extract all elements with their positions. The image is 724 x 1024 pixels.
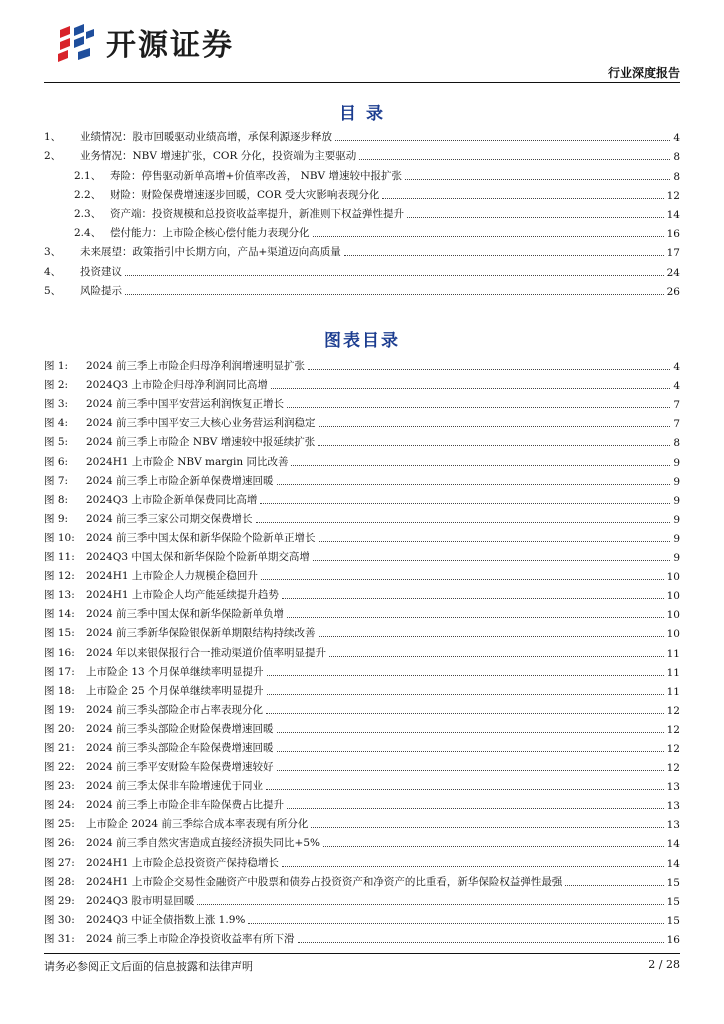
entry-number: 图 30: [44,913,75,926]
dot-leader [298,942,664,943]
toc-entry[interactable] [44,279,680,298]
entry-page-number: 26 [666,285,680,298]
dot-leader [282,598,664,599]
footer-divider [44,953,680,954]
toc-entry[interactable] [44,183,680,202]
entry-title: 2024 前三季平安财险车险保费增速较好 [86,761,274,774]
entry-number: 图 10: [44,531,75,544]
entry-title: 财险：财险保费增速逐步回暖，COR 受大灾影响表现分化 [110,188,380,201]
figure-entry[interactable] [44,488,680,507]
entry-page-number: 9 [673,513,680,526]
figure-entry[interactable] [44,870,680,889]
figure-entry[interactable] [44,373,680,392]
entry-title: 2024 前三季头部险企财险保费增速回暖 [86,722,274,735]
entry-page-number: 16 [666,228,680,241]
entry-title: 未来展望：政策指引中长期方向，产品+渠道迈向高质量 [80,246,341,259]
entry-number: 1、 [44,131,62,144]
entry-page-number: 10 [666,590,680,603]
entry-title: 业绩情况：股市回暖驱动业绩高增，承保利源逐步释放 [80,131,332,144]
page-header [0,0,724,84]
figure-entry[interactable] [44,793,680,812]
entry-number: 图 19: [44,703,75,716]
entry-title: 2024H1 上市险企人均产能延续提升趋势 [86,589,279,602]
entry-title: 2024 前三季自然灾害造成直接经济损失同比+5% [86,837,321,850]
entry-number: 图 2: [44,379,69,392]
figure-entry[interactable] [44,755,680,774]
dot-leader [311,827,663,828]
entry-title: 2024 前三季上市险企 NBV 增速较中报延续扩张 [86,436,316,449]
dot-leader [329,656,664,657]
figure-entry[interactable] [44,889,680,908]
entry-title: 2024 前三季中国太保和新华保险新单负增 [86,608,285,621]
entry-number: 图 27: [44,856,75,869]
entry-number: 图 28: [44,875,75,888]
dot-leader [287,407,670,408]
dot-leader [261,579,664,580]
figure-entry[interactable] [44,430,680,449]
dot-leader [266,789,664,790]
dot-leader [308,369,670,370]
figure-entry[interactable] [44,469,680,488]
entry-page-number: 8 [673,170,680,183]
dot-leader [248,923,663,924]
entry-title: 2024Q3 上市险企归母净利润同比高增 [86,379,268,392]
dot-leader [267,694,664,695]
entry-title: 2024 前三季头部险企车险保费增速回暖 [86,741,274,754]
entry-page-number: 24 [666,266,680,279]
dot-leader [277,732,664,733]
entry-title: 2024 前三季太保非车险增速优于同业 [86,780,264,793]
page-number: 2 / 28 [648,958,680,971]
entry-number: 图 16: [44,646,75,659]
entry-title: 2024 前三季上市险企归母净利润增速明显扩张 [86,360,306,373]
entry-number: 图 22: [44,761,75,774]
figure-entry[interactable] [44,621,680,640]
entry-page-number: 12 [666,704,680,717]
entry-page-number: 12 [666,189,680,202]
entry-page-number: 9 [673,552,680,565]
entry-title: 2024 前三季头部险企市占率表现分化 [86,703,264,716]
dot-leader [277,770,664,771]
figure-list-title: 图表目录 [324,331,400,351]
dot-leader [319,541,671,542]
toc-entry[interactable] [44,125,680,144]
entry-title: 2024 前三季上市险企净投资收益率有所下滑 [86,932,295,945]
entry-page-number: 4 [673,380,680,393]
entry-number: 图 3: [44,398,69,411]
entry-title: 2024Q3 上市险企新单保费同比高增 [86,493,258,506]
entry-page-number: 13 [666,819,680,832]
entry-number: 2.4、 [74,227,102,240]
entry-title: 寿险：停售驱动新单高增+价值率改善， NBV 增速较中报扩张 [110,169,402,182]
entry-page-number: 17 [666,247,680,260]
entry-number: 图 6: [44,455,69,468]
figure-entry[interactable] [44,602,680,621]
dot-leader [277,751,664,752]
entry-title: 上市险企 2024 前三季综合成本率表现有所分化 [86,818,309,831]
figure-entry[interactable] [44,507,680,526]
table-of-contents [44,125,680,298]
entry-title: 上市险企 13 个月保单继续率明显提升 [86,665,264,678]
footer-disclaimer: 请务必参阅正文后面的信息披露和法律声明 [44,960,253,973]
figure-list [44,354,680,946]
entry-number: 图 21: [44,741,75,754]
entry-page-number: 4 [673,361,680,374]
dot-leader [382,198,663,199]
entry-number: 2.2、 [74,188,102,201]
entry-page-number: 14 [666,208,680,221]
dot-leader [256,522,671,523]
figure-entry[interactable] [44,640,680,659]
figure-entry[interactable] [44,411,680,430]
figure-entry[interactable] [44,698,680,717]
entry-page-number: 9 [673,494,680,507]
entry-number: 图 4: [44,417,69,430]
entry-page-number: 15 [666,914,680,927]
dot-leader [271,388,670,389]
dot-leader [313,560,670,561]
entry-title: 2024Q3 中国太保和新华保险个险新单期交高增 [86,551,310,564]
entry-title: 2024H1 上市险企 NBV margin 同比改善 [86,455,289,468]
entry-number: 图 5: [44,436,69,449]
dot-leader [266,713,664,714]
entry-page-number: 10 [666,628,680,641]
entry-title: 2024 前三季上市险企非车险保费占比提升 [86,799,285,812]
entry-title: 2024Q3 股市明显回暖 [86,894,195,907]
dot-leader [359,159,670,160]
figure-entry[interactable] [44,583,680,602]
entry-title: 投资建议 [80,265,122,278]
entry-page-number: 7 [673,418,680,431]
report-type-label: 行业深度报告 [607,66,680,80]
dot-leader [407,217,664,218]
entry-number: 图 20: [44,722,75,735]
entry-number: 图 9: [44,512,69,525]
dot-leader [318,445,670,446]
entry-page-number: 13 [666,781,680,794]
header-divider [44,82,680,83]
dot-leader [282,866,664,867]
entry-page-number: 11 [666,666,680,679]
entry-title: 2024Q3 中证全债指数上涨 1.9% [86,913,246,926]
company-logo [56,22,234,62]
dot-leader [125,294,664,295]
entry-page-number: 10 [666,571,680,584]
figure-entry[interactable] [44,679,680,698]
figure-entry[interactable] [44,392,680,411]
logo-text: 开源证券 [106,28,234,63]
entry-number: 图 29: [44,894,75,907]
dot-leader [277,484,671,485]
dot-leader [323,846,664,847]
entry-number: 5、 [44,284,62,297]
entry-number: 图 31: [44,932,75,945]
entry-number: 4、 [44,265,62,278]
dot-leader [344,255,664,256]
entry-title: 2024H1 上市险企交易性金融资产中股票和债券占投资资产和净资产的比重看，新华保险权益弹性最强 [86,875,563,888]
entry-title: 2024 前三季中国平安三大核心业务营运利润稳定 [86,417,316,430]
entry-title: 2024 前三季新华保险银保新单期限结构持续改善 [86,627,316,640]
dot-leader [335,140,670,141]
entry-number: 图 11: [44,551,75,564]
dot-leader [291,465,670,466]
toc-entry[interactable] [44,259,680,278]
kaiyuan-logo-icon [56,22,96,62]
figure-entry[interactable] [44,736,680,755]
toc-entry[interactable] [44,221,680,240]
entry-page-number: 13 [666,800,680,813]
entry-title: 2024 前三季中国太保和新华保险个险新单正增长 [86,531,316,544]
entry-page-number: 4 [673,132,680,145]
entry-title: 风险提示 [80,284,122,297]
entry-number: 2.3、 [74,207,102,220]
toc-entry[interactable] [44,163,680,182]
entry-page-number: 12 [666,723,680,736]
figure-entry[interactable] [44,717,680,736]
entry-number: 2.1、 [74,169,102,182]
entry-page-number: 7 [673,399,680,412]
entry-title: 偿付能力：上市险企核心偿付能力表现分化 [110,227,310,240]
figure-entry[interactable] [44,354,680,373]
entry-page-number: 8 [673,437,680,450]
dot-leader [267,675,664,676]
toc-entry[interactable] [44,240,680,259]
entry-number: 图 15: [44,627,75,640]
entry-page-number: 9 [673,475,680,488]
entry-page-number: 15 [666,895,680,908]
entry-page-number: 11 [666,647,680,660]
dot-leader [260,503,670,504]
figure-entry[interactable] [44,927,680,946]
dot-leader [125,275,664,276]
toc-entry[interactable] [44,144,680,163]
entry-title: 2024 前三季三家公司期交保费增长 [86,512,253,525]
figure-entry[interactable] [44,831,680,850]
entry-number: 图 18: [44,684,75,697]
figure-entry[interactable] [44,564,680,583]
entry-page-number: 9 [673,456,680,469]
entry-page-number: 11 [666,685,680,698]
entry-number: 2、 [44,150,62,163]
figure-entry[interactable] [44,908,680,927]
entry-number: 图 13: [44,589,75,602]
entry-number: 图 8: [44,493,69,506]
figure-entry[interactable] [44,812,680,831]
entry-number: 图 23: [44,780,75,793]
toc-title: 目 录 [339,104,385,124]
entry-title: 2024 前三季上市险企新单保费增速回暖 [86,474,274,487]
figure-entry[interactable] [44,545,680,564]
entry-page-number: 12 [666,742,680,755]
entry-number: 图 7: [44,474,69,487]
dot-leader [287,617,664,618]
dot-leader [405,179,670,180]
dot-leader [287,808,664,809]
entry-page-number: 9 [673,532,680,545]
entry-number: 图 25: [44,818,75,831]
figure-entry[interactable] [44,449,680,468]
entry-number: 3、 [44,246,62,259]
entry-page-number: 8 [673,151,680,164]
entry-page-number: 10 [666,609,680,622]
entry-title: 2024H1 上市险企总投资资产保持稳增长 [86,856,279,869]
entry-page-number: 16 [666,933,680,946]
dot-leader [319,426,671,427]
entry-page-number: 15 [666,876,680,889]
figure-entry[interactable] [44,850,680,869]
entry-page-number: 12 [666,762,680,775]
dot-leader [319,636,664,637]
entry-page-number: 14 [666,857,680,870]
figure-entry[interactable] [44,660,680,679]
entry-title: 资产端：投资规模和总投资收益率提升，新准则下权益弹性提升 [110,207,404,220]
entry-title: 2024H1 上市险企人力规模企稳回升 [86,570,258,583]
dot-leader [313,236,664,237]
entry-title: 上市险企 25 个月保单继续率明显提升 [86,684,264,697]
entry-title: 业务情况：NBV 增速扩张，COR 分化，投资端为主要驱动 [80,150,357,163]
dot-leader [565,885,663,886]
entry-page-number: 14 [666,838,680,851]
entry-number: 图 1: [44,360,69,373]
entry-number: 图 12: [44,570,75,583]
dot-leader [197,904,663,905]
toc-entry[interactable] [44,202,680,221]
entry-number: 图 17: [44,665,75,678]
entry-title: 2024 年以来银保报行合一推动渠道价值率明显提升 [86,646,327,659]
figure-entry[interactable] [44,774,680,793]
entry-title: 2024 前三季中国平安营运利润恢复正增长 [86,398,285,411]
entry-number: 图 24: [44,799,75,812]
entry-number: 图 26: [44,837,75,850]
figure-entry[interactable] [44,526,680,545]
entry-number: 图 14: [44,608,75,621]
